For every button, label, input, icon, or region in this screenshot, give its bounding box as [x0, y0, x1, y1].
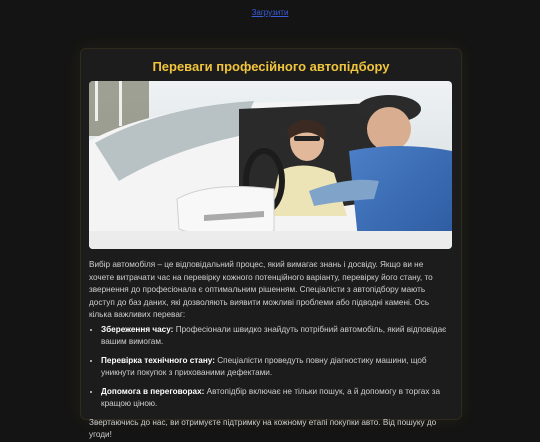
top-link[interactable]: Загрузити: [251, 8, 289, 17]
benefit-desc: Спеціалісти проведуть повну діагностику машини, щоб уникнути покупок з прихованими дефектами.: [101, 355, 427, 377]
benefit-desc: Автопідбір включає не тільки пошук, а й допомогу в торгах за кращою ціною.: [101, 386, 441, 408]
benefit-term: Перевірка технічного стану:: [101, 355, 215, 365]
benefit-term: Допомога в переговорах:: [101, 386, 205, 396]
hero-image: [89, 81, 452, 249]
benefit-term: Збереження часу:: [101, 324, 174, 334]
article-card: [80, 48, 462, 439]
list-item: [101, 324, 449, 349]
article-body: [89, 259, 449, 442]
closing-paragraph: Звертаючись до нас, ви отримуєте підтримку на кожному етапі покупки авто. Від пошуку до угоди!: [89, 417, 437, 439]
list-item: [101, 355, 449, 380]
intro-paragraph: Вибір автомобіля – це відповідальний процес, який вимагає знань і досвіду. Якщо ви не хочете витрачати час на перевірку кожного потенційного варіанту, перевірку його стану, то звернення до професіонала є оптимальним рішенням. Спеціалісти з автопідбору мають доступ до баз даних, які дозволяють виявити можливі проблеми або підводні камені. Ось кілька важливих переваг:: [89, 260, 433, 319]
benefits-list: [89, 324, 449, 411]
article-title: Переваги професійного автопідбору: [152, 59, 390, 74]
list-item: [101, 386, 449, 411]
benefit-desc: Професіонали швидко знайдуть потрібний автомобіль, який відповідає вашим вимогам.: [101, 324, 447, 346]
